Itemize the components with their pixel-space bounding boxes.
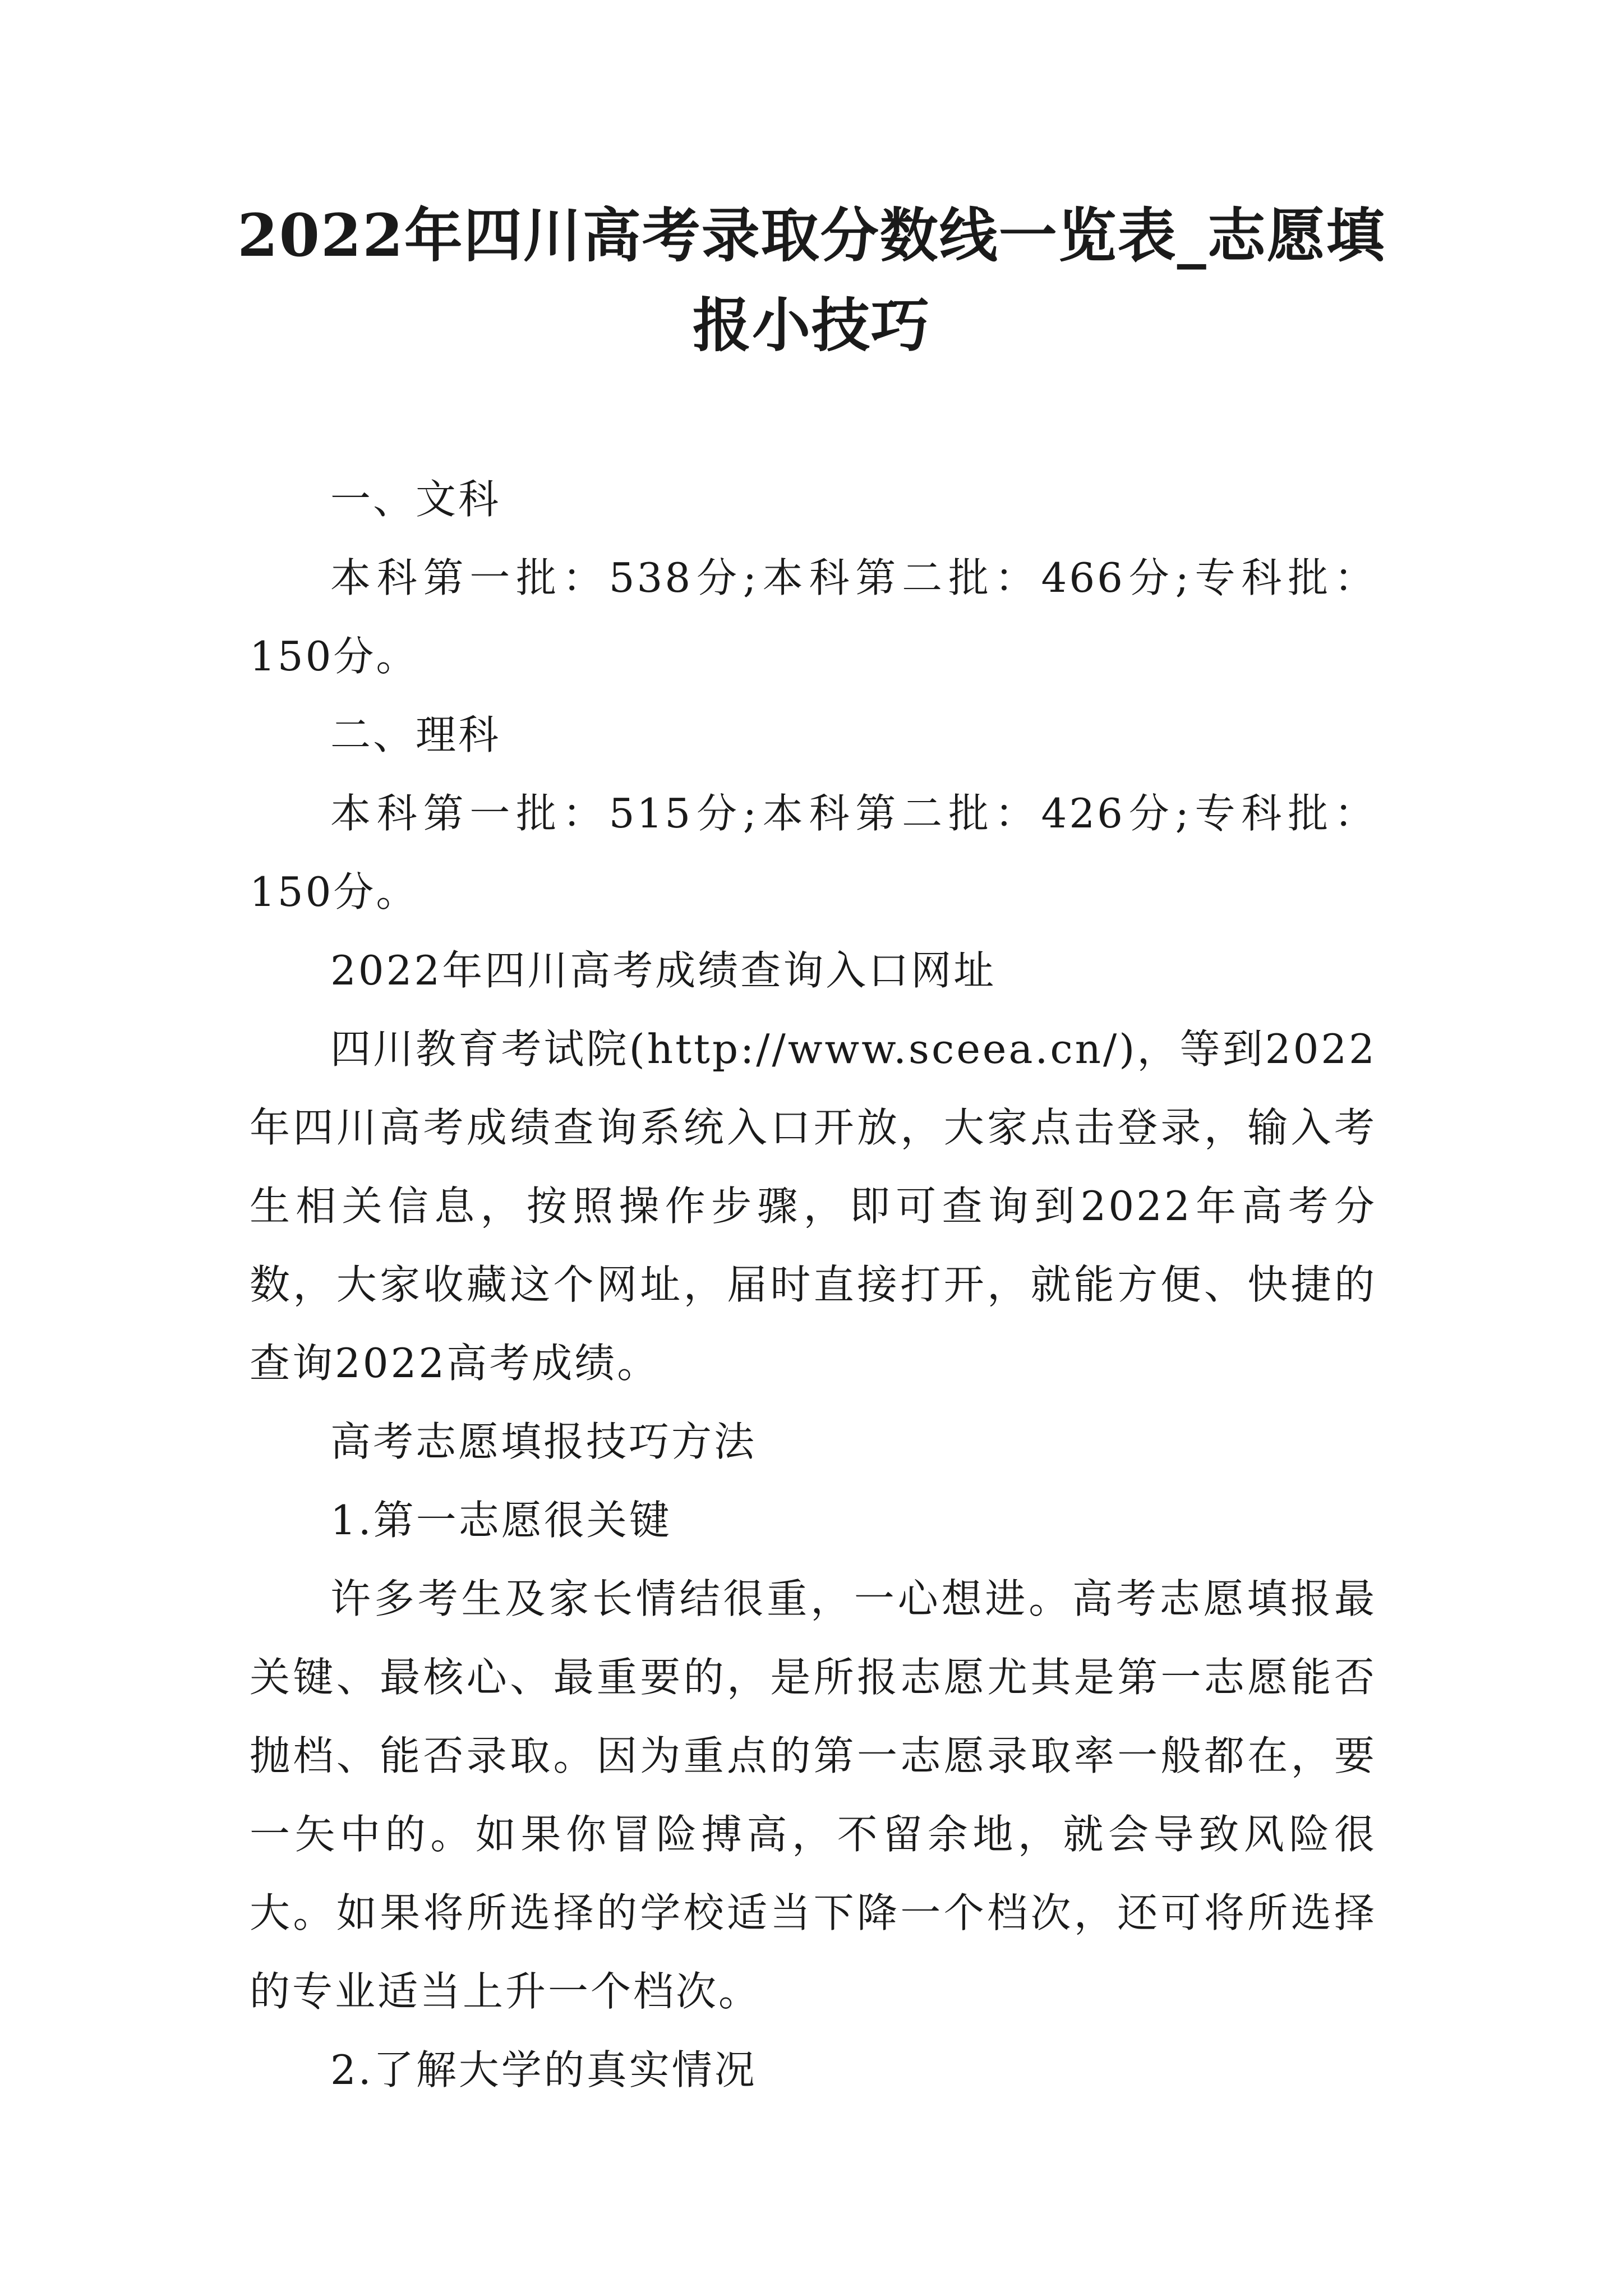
paragraph: 高考志愿填报技巧方法	[330, 1418, 757, 1465]
paragraph: 2022年四川高考成绩查询入口网址	[330, 947, 997, 994]
document-body	[250, 460, 1377, 2109]
paragraph: 1.第一志愿很关键	[330, 1497, 672, 1544]
paragraph: 2.了解大学的真实情况	[330, 2046, 757, 2093]
paragraph: 一、文科	[330, 476, 501, 523]
paragraph: 许多考生及家长情结很重，一心想进。高考志愿填报最关键、最核心、最重要的，是所报志愿尤其是第一志愿能否抛档、能否录取。因为重点的第一志愿录取率一般都在，要一矢中的。如果你冒险搏高，不留余地，就会导致风险很大。如果将所选择的学校适当下降一个档次，还可将所选择的专业适当上升一个档次。	[250, 1575, 1377, 2015]
paragraph: 四川教育考试院(http://www.sceea.cn/)，等到2022年四川高考成绩查询系统入口开放，大家点击登录，输入考生相关信息，按照操作步骤，即可查询到2022年高考分数，大家收藏这个网址，届时直接打开，就能方便、快捷的查询2022高考成绩。	[250, 1025, 1377, 1387]
paragraph: 二、理科	[330, 711, 501, 758]
document-title: 2022年四川高考录取分数线一览表_志愿填报小技巧	[237, 201, 1386, 360]
paragraph: 本科第一批：515分;本科第二批：426分;专科批：150分。	[250, 790, 1377, 915]
paragraph: 本科第一批：538分;本科第二批：466分;专科批：150分。	[250, 554, 1377, 680]
